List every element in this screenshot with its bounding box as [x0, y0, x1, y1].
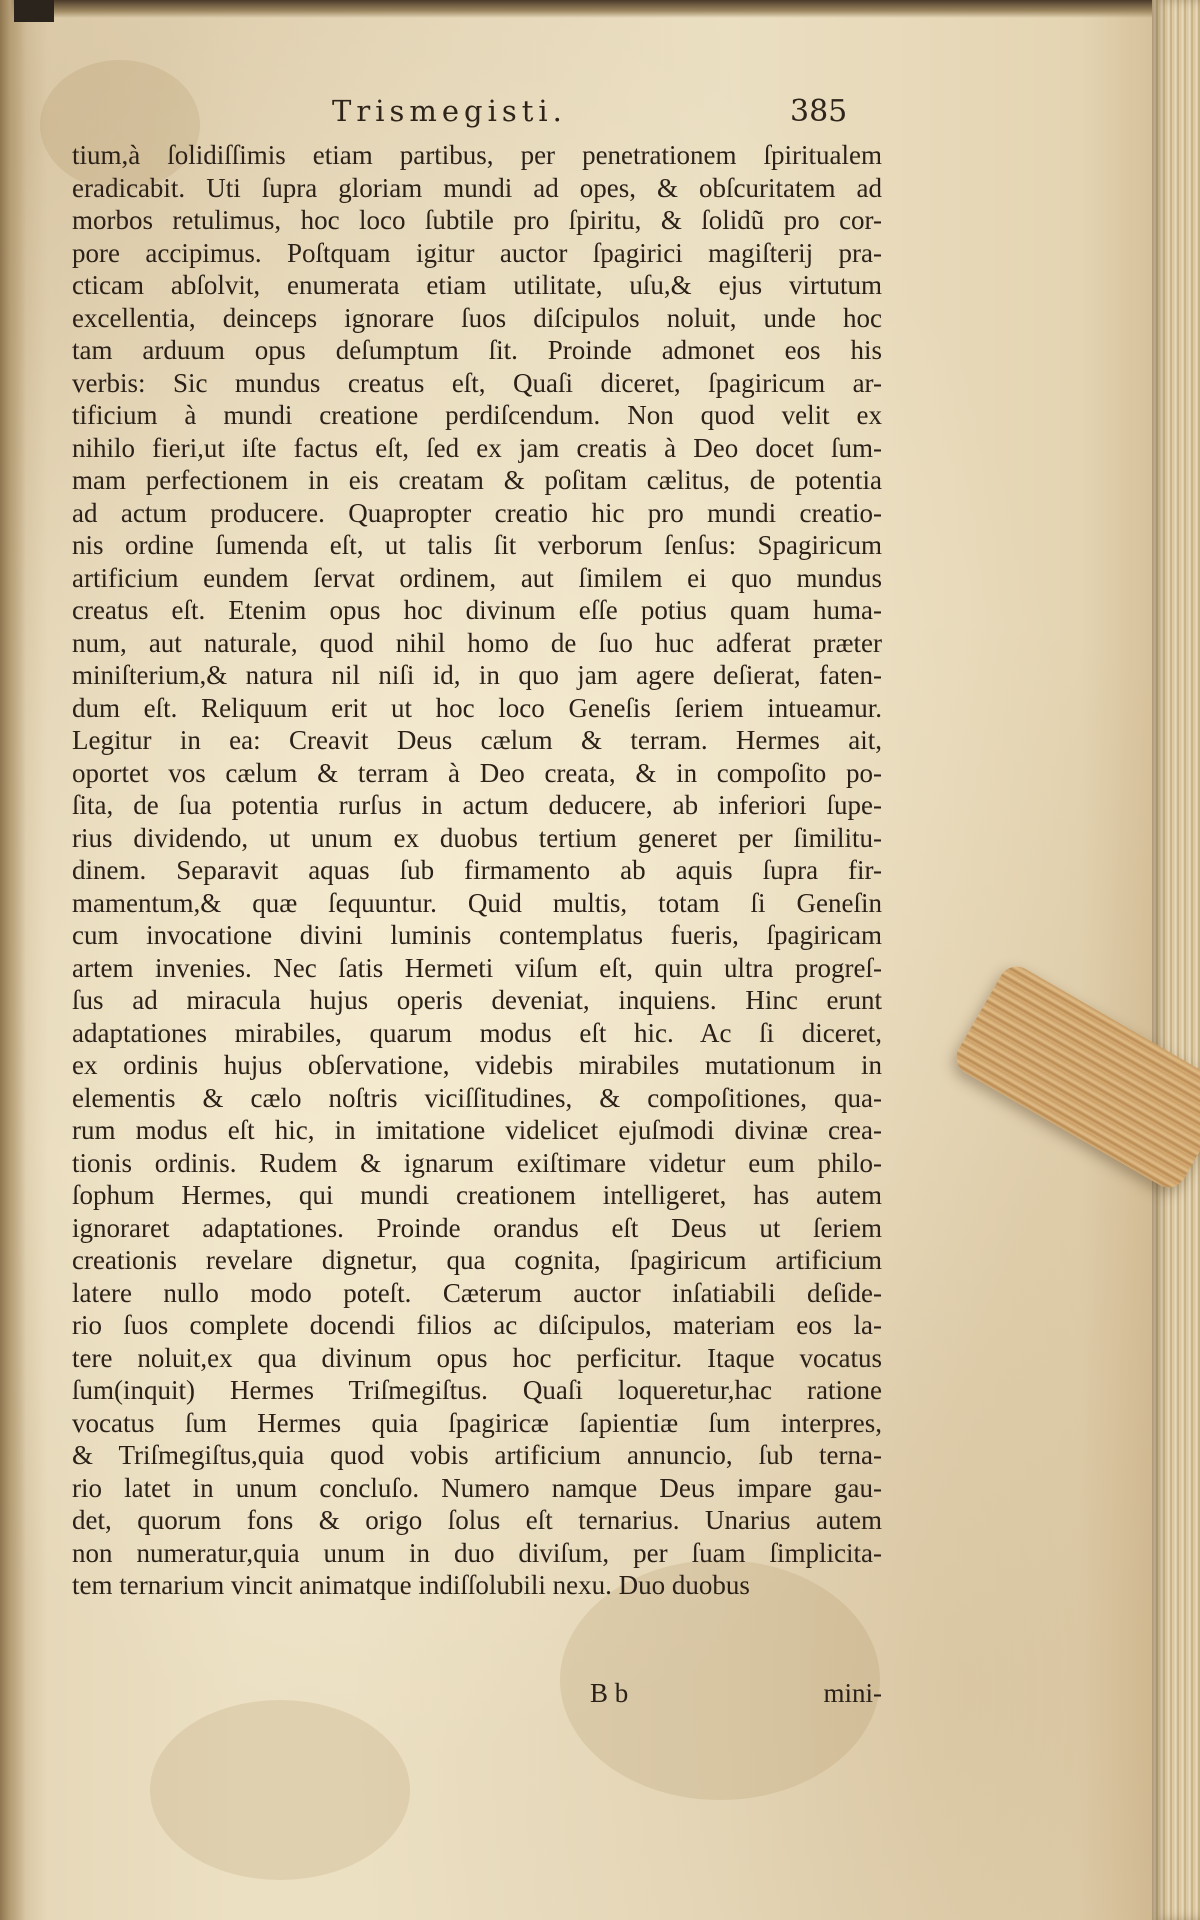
text-line: ſus ad miracula hujus operis deveniat, inquiens. Hinc erunt	[72, 985, 882, 1015]
text-line: morbos retulimus, hoc loco ſubtile pro ſpiritu, & ſolidũ pro cor-	[72, 205, 882, 235]
page-edges	[1152, 0, 1200, 1920]
text-line: nihilo fieri,ut iſte factus eſt, ſed ex jam creatis à Deo docet ſum-	[72, 432, 882, 463]
text-line: tionis ordinis. Rudem & ignarum exiſtimare videtur eum philo-	[72, 1147, 882, 1178]
running-head: Trismegisti.	[332, 94, 567, 128]
text-line: ex ordinis hujus obſervatione, videbis mirabiles mutationum in	[72, 1050, 882, 1080]
text-line: ad actum producere. Quapropter creatio hic pro mundi creatio-	[72, 497, 882, 528]
binding-top-shadow	[0, 0, 1200, 18]
text-line: ſita, de ſua potentia rurſus in actum deducere, ab inferiori ſupe-	[72, 790, 882, 820]
text-line: num, aut naturale, quod nihil homo de ſuo huc adferat præter	[72, 627, 882, 658]
binding-left-gutter	[0, 0, 26, 1920]
text-line: mam perfectionem in eis creatam & poſitam cælitus, de potentia	[72, 465, 882, 495]
text-line: tam arduum opus deſumptum ſit. Proinde admonet eos his	[72, 335, 882, 365]
text-line: rio latet in unum concluſo. Numero namque Deus impare gau-	[72, 1472, 882, 1503]
catchword: mini-	[823, 1678, 882, 1708]
paper-stain	[150, 1700, 410, 1880]
text-line: creationis revelare dignetur, qua cognita, ſpagiricum artificium	[72, 1245, 882, 1275]
text-line: excellentia, deinceps ignorare ſuos diſcipulos noluit, unde hoc	[72, 302, 882, 333]
page-header	[70, 92, 870, 138]
text-line: dum eſt. Reliquum erit ut hoc loco Geneſis ſeriem intueamur.	[72, 692, 882, 723]
text-line: cum invocatione divini luminis contemplatus fueris, ſpagiricam	[72, 920, 882, 950]
text-line: tium,à ſolidiſſimis etiam partibus, per penetrationem ſpiritualem	[72, 140, 882, 170]
body-text	[72, 139, 882, 1602]
text-line: oportet vos cælum & terram à Deo creata, & in compoſito po-	[72, 757, 882, 788]
text-line: rum modus eſt hic, in imitatione videlicet ejuſmodi divinæ crea-	[72, 1115, 882, 1145]
signature-mark: B b	[590, 1678, 629, 1708]
text-line: tificium à mundi creatione perdiſcendum. Non quod velit ex	[72, 400, 882, 430]
text-line: Legitur in ea: Creavit Deus cælum & terram. Hermes ait,	[72, 725, 882, 755]
text-line: rio ſuos complete docendi filios ac diſcipulos, materiam eos la-	[72, 1310, 882, 1340]
text-line: cticam abſolvit, enumerata etiam utilitate, uſu,& ejus virtutum	[72, 270, 882, 300]
page-footer	[72, 1678, 882, 1714]
text-line: det, quorum fons & origo ſolus eſt ternarius. Unarius autem	[72, 1505, 882, 1535]
page-number: 385	[790, 94, 848, 129]
text-line: pore accipimus. Poſtquam igitur auctor ſpagirici magiſterij pra-	[72, 237, 882, 268]
text-line: artificium eundem ſervat ordinem, aut ſimilem ei quo mundus	[72, 562, 882, 593]
text-line: latere nullo modo poteſt. Cæterum auctor inſatiabili deſide-	[72, 1277, 882, 1308]
text-line: tem ternarium vincit animatque indiſſolubili nexu. Duo duobus	[72, 1570, 750, 1600]
text-line: verbis: Sic mundus creatus eſt, Quaſi diceret, ſpagiricum ar-	[72, 367, 882, 398]
text-line: artem invenies. Nec ſatis Hermeti viſum eſt, quin ultra progreſ-	[72, 952, 882, 983]
text-line: & Triſmegiſtus,quia quod vobis artificium annuncio, ſub terna-	[72, 1440, 882, 1470]
text-line: eradicabit. Uti ſupra gloriam mundi ad opes, & obſcuritatem ad	[72, 172, 882, 203]
text-line: ignoraret adaptationes. Proinde orandus eſt Deus ut ſeriem	[72, 1212, 882, 1243]
text-line: elementis & cælo noſtris viciſſitudines, & compoſitiones, qua-	[72, 1082, 882, 1113]
text-line: non numeratur,quia unum in duo diviſum, per ſuam ſimplicita-	[72, 1537, 882, 1568]
text-line: ſum(inquit) Hermes Triſmegiſtus. Quaſi loqueretur,hac ratione	[72, 1375, 882, 1405]
text-line: creatus eſt. Etenim opus hoc divinum eſſe potius quam huma-	[72, 595, 882, 625]
text-line: ſophum Hermes, qui mundi creationem intelligeret, has autem	[72, 1180, 882, 1210]
text-line: mamentum,& quæ ſequuntur. Quid multis, totam ſi Geneſin	[72, 887, 882, 918]
text-line: dinem. Separavit aquas ſub firmamento ab aquis ſupra fir-	[72, 855, 882, 885]
text-line: rius dividendo, ut unum ex duobus tertium generet per ſimilitu-	[72, 822, 882, 853]
text-line: adaptationes mirabiles, quarum modus eſt hic. Ac ſi diceret,	[72, 1017, 882, 1048]
text-line: nis ordine ſumenda eſt, ut talis ſit verborum ſenſus: Spagiricum	[72, 530, 882, 560]
page-corner	[14, 0, 54, 22]
text-line: miniſterium,& natura nil niſi id, in quo jam agere deſierat, faten-	[72, 660, 882, 690]
text-line: tere noluit,ex qua divinum opus hoc perficitur. Itaque vocatus	[72, 1342, 882, 1373]
text-line: vocatus ſum Hermes quia ſpagiricæ ſapientiæ ſum interpres,	[72, 1407, 882, 1438]
